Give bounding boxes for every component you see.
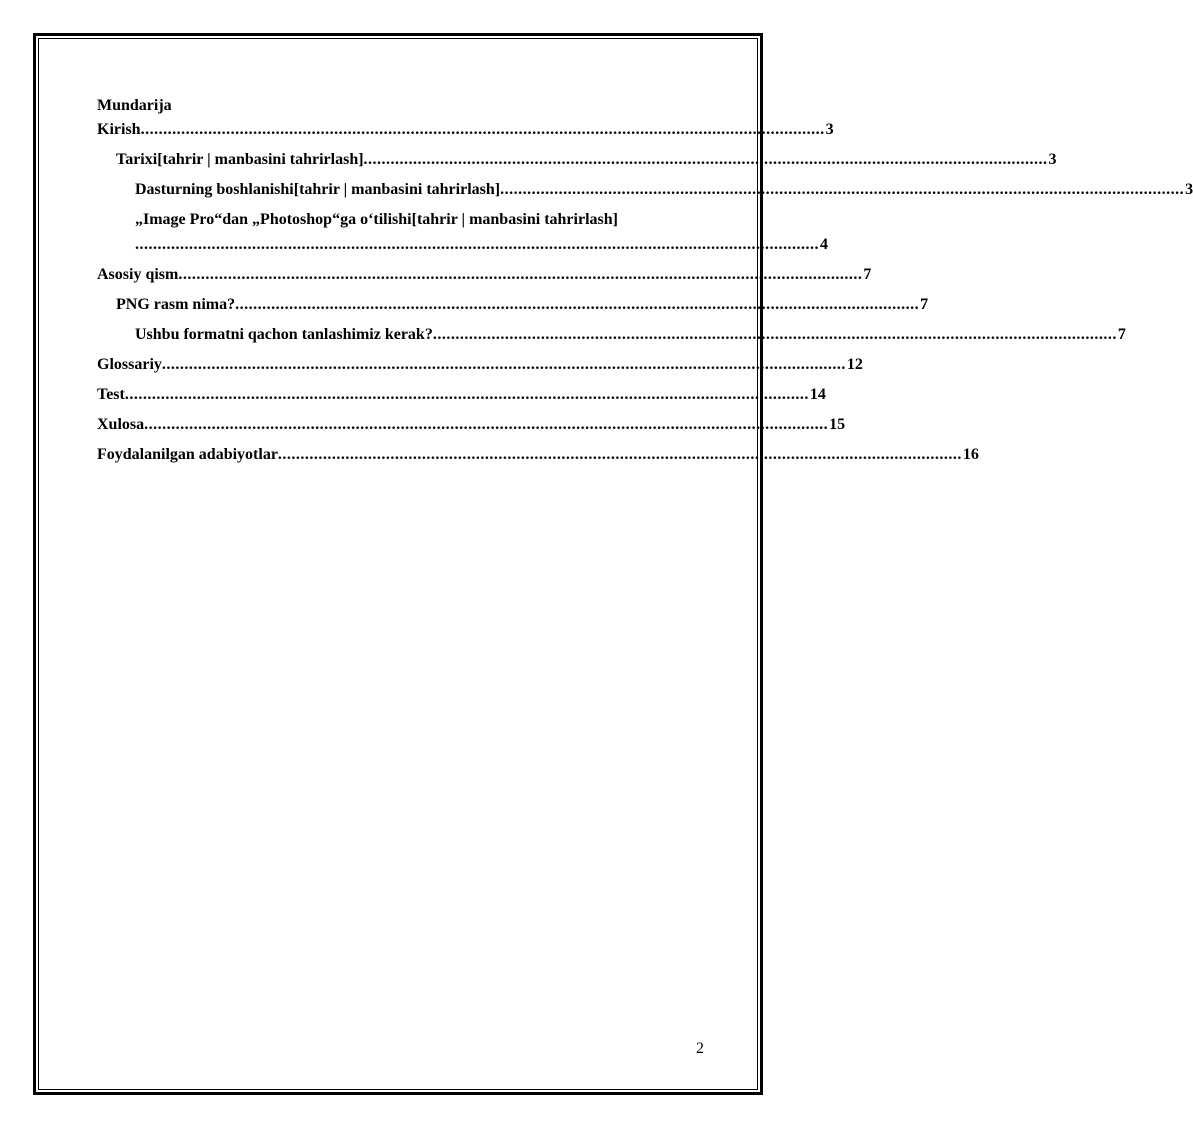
toc-entry-page: 16 [962,446,979,463]
toc-entry-page: 7 [1117,326,1126,343]
toc-entry-page: 3 [1048,151,1057,168]
toc-entry-image-pro[interactable] [97,210,828,255]
dot-leader: ........................................................................................................................................................ [140,121,825,138]
toc-entry-page: 3 [825,121,834,138]
dot-leader: ........................................................................................................................................................ [135,236,819,253]
dot-leader: ........................................................................................................................................................ [363,151,1048,168]
toc-entry-label: „Image Pro“dan „Photoshop“ga o‘tilishi[tahrir | manbasini tahrirlash] [135,211,618,228]
toc-title: Mundarija [97,97,172,114]
toc-entry-page: 7 [920,296,929,313]
dot-leader: ........................................................................................................................................................ [432,326,1117,343]
table-of-contents [97,96,1193,465]
toc-entry-page: 12 [846,356,863,373]
toc-entry-glossariy[interactable] [97,355,863,375]
toc-entry-page: 4 [820,236,828,253]
toc-entry-label: Dasturning boshlanishi[tahrir | manbasini tahrirlash] [135,181,501,198]
toc-entry-label: Ushbu formatni qachon tanlashimiz kerak? [135,326,433,343]
toc-entry-label: Test [97,386,125,403]
toc-entry-page: 7 [863,266,872,283]
page-number: 2 [696,1040,704,1057]
dot-leader: ........................................................................................................................................................ [500,181,1185,198]
toc-entry-label: Asosiy qism [97,266,179,283]
toc-entry-label: Foydalanilgan adabiyotlar [97,446,278,463]
dot-leader: ........................................................................................................................................................ [178,266,863,283]
toc-entry-label: Glossariy [97,356,162,373]
toc-entry-test[interactable] [97,385,826,405]
toc-entry-leader-line [135,235,828,255]
toc-entry-dasturning-boshlanishi[interactable] [97,180,1193,200]
dot-leader: ........................................................................................................................................................ [161,356,846,373]
toc-entry-asosiy-qism[interactable] [97,265,872,285]
toc-entry-tarixi[interactable] [97,150,1057,170]
dot-leader: ........................................................................................................................................................ [235,296,920,313]
toc-entry-page: 15 [829,416,846,433]
dot-leader: ........................................................................................................................................................ [124,386,809,403]
toc-entry-png-rasm-nima[interactable] [97,295,929,315]
toc-entry-page: 3 [1185,181,1193,198]
toc-entry-label: Tarixi[tahrir | manbasini tahrirlash] [116,151,364,168]
toc-entry-xulosa[interactable] [97,415,846,435]
toc-entry-foydalanilgan-adabiyotlar[interactable] [97,445,979,465]
toc-entry-kirish[interactable] [97,120,834,140]
toc-entry-label: PNG rasm nima? [116,296,236,313]
toc-entry-page: 14 [809,386,826,403]
dot-leader: ........................................................................................................................................................ [277,446,962,463]
toc-entry-ushbu-formatni[interactable] [97,325,1126,345]
toc-entry-label: Xulosa [97,416,145,433]
dot-leader: ........................................................................................................................................................ [144,416,829,433]
toc-entry-label: Kirish [97,121,141,138]
